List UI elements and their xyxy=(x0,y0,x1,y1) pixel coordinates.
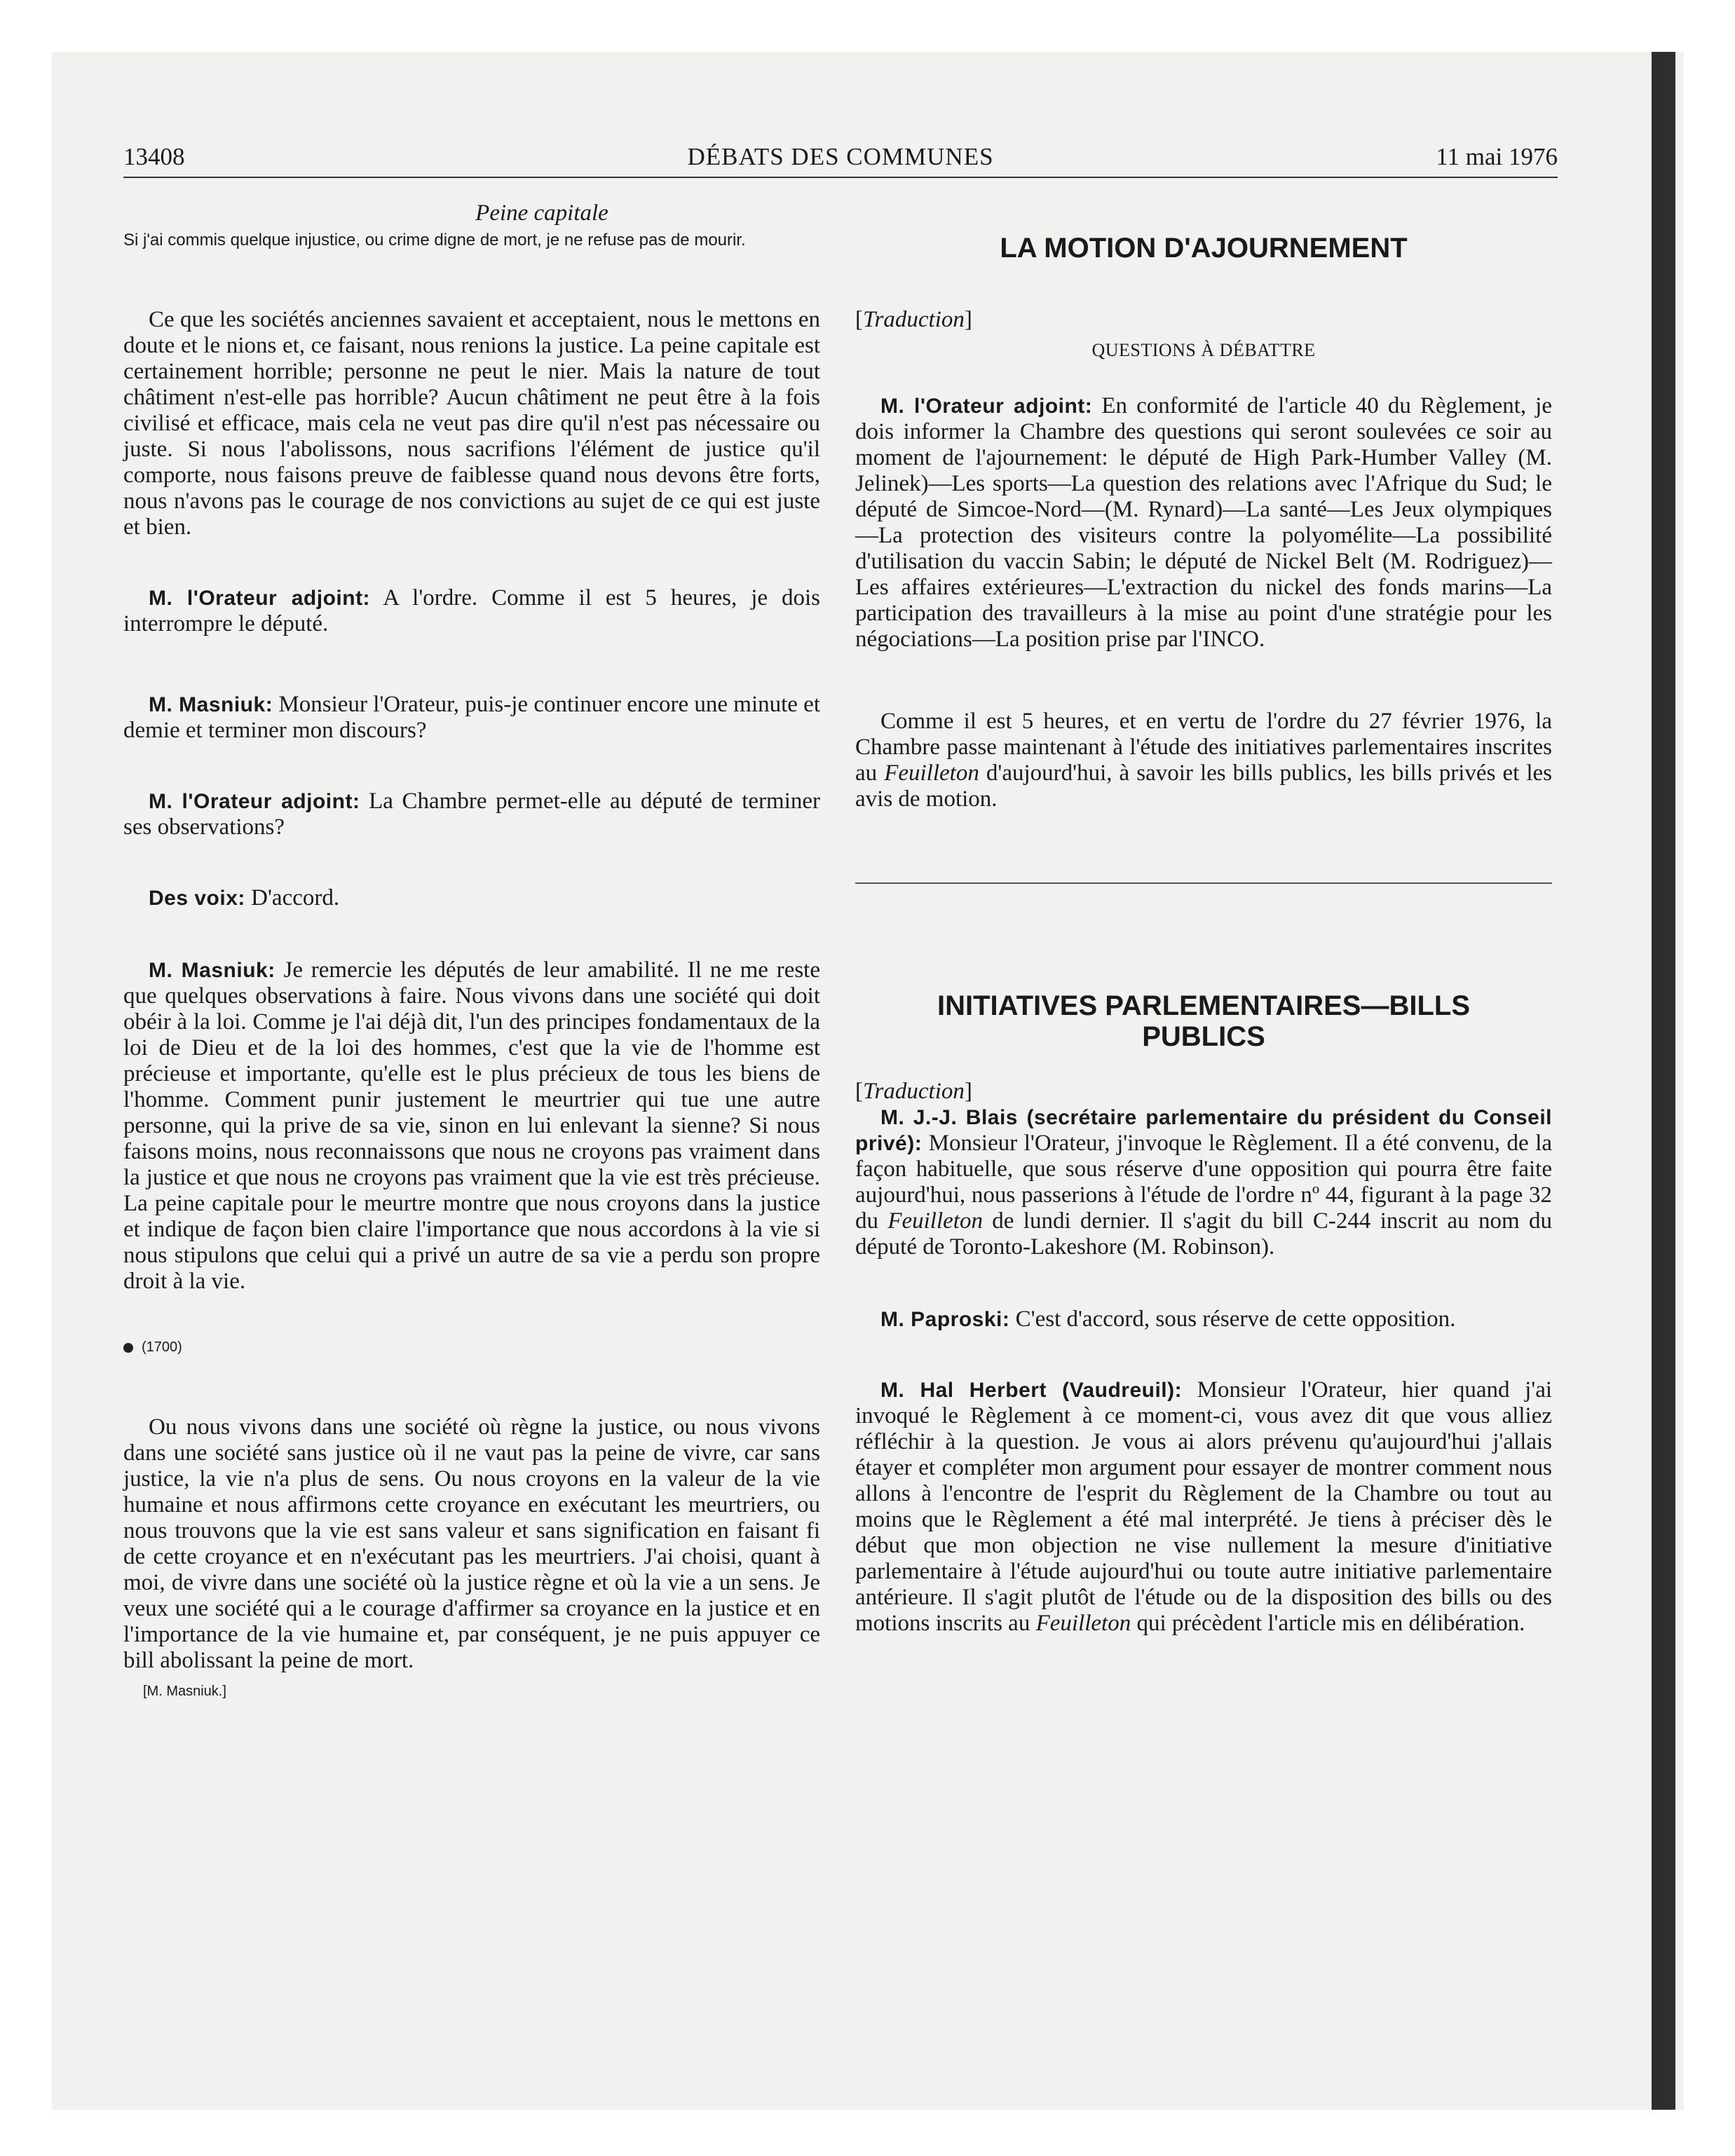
paragraph xyxy=(855,1306,1552,1332)
italic-run: Feuilleton xyxy=(887,1208,983,1234)
section-title: INITIATIVES PARLEMENTAIRES—BILLS PUBLICS xyxy=(937,990,1471,1052)
text-run: Monsieur l'Orateur, hier quand j'ai invoqué le Règlement à ce moment-ci, vous avez dit que vous alliez réfléchir à la question. Je vous ai alors prévenu qu'aujourd'hui j'allais étayer et compléter mon argument pour essayer de montrer comment nous allons à l'encontre de l'esprit du Règlement de la Chambre ou tout au moins que le Règlement a été mal interprété. Je tiens à préciser dès le début que mon objection ne vise nullement la mesure d'initiative parlementaire à l'étude aujourd'hui ou toute autre initiative parlementaire antérieure. Il s'agit plutôt de l'étude ou de la disposition des bills ou des motions inscrits au xyxy=(855,1377,1553,1636)
paragraph: Ce que les sociétés anciennes savaient et acceptaient, nous le mettons en doute et le nions et, ce faisant, nous renions la justice. La peine capitale est certainement horrible; personne ne peut le nier. Mais la nature de tout châtiment n'est-elle pas horrible? Aucun châtiment ne peut être à la fois civilisé et efficace, mais cela ne veut pas dire qu'il n'est pas nécessaire ou juste. Si nous l'abolissons, nous sacrifions l'élément de justice qu'il comporte, nous faisons preuve de faiblesse quand nous devons être forts, nous n'avons pas le courage de nos convictions au sujet de ce qui est juste et bien. xyxy=(123,307,820,540)
paragraph xyxy=(123,585,820,637)
paragraph xyxy=(123,692,820,744)
speaker-name: M. l'Orateur adjoint: xyxy=(149,587,371,610)
text-run: qui précèdent l'article mis en délibération. xyxy=(1131,1611,1525,1636)
speech-text: Je remercie les députés de leur amabilité. Il ne me reste que quelques observations à faire. Nous vivons dans une société qui doit obéir à la loi. Comme je l'ai déjà dit, l'un des principes fondamentaux de la loi de Dieu et de la loi des hommes, c'est que la vie de l'homme est précieuse et importante, qu'elle est le plus précieux de tous les biens de l'homme. Comment punir justement le meurtrier qui tue une autre personne, qui la prive de sa vie, sinon en lui enlevant la sienne? Si nous faisons moins, nous reconnaissons que nous ne croyons pas vraiment dans la justice et que nous ne croyons pas vraiment que la vie est très précieuse. La peine capitale pour le meurtre montre que nous croyons dans la justice et indique de façon bien claire l'importance que nous accordons à la vie si nous stipulons que celui qui a privé un autre de sa vie a perdu son propre droit à la vie. xyxy=(123,957,821,1294)
speech-text: La Chambre permet-elle au député de terminer ses observations? xyxy=(123,789,820,840)
speech-text: Monsieur l'Orateur, puis-je continuer encore une minute et demie et terminer mon discours? xyxy=(123,692,821,743)
time-marker xyxy=(123,1339,820,1356)
paragraph xyxy=(855,709,1552,812)
italic-run: Feuilleton xyxy=(884,760,979,786)
text-run: Comme il est 5 heures, et en vertu de l'ordre du 27 février 1976, la Chambre passe maintenant à l'étude des initiatives parlementaires inscrites au xyxy=(855,709,1552,786)
speaker-name: M. l'Orateur adjoint: xyxy=(149,790,360,813)
speaker-signature: [M. Masniuk.] xyxy=(143,1684,226,1699)
speech-text: A l'ordre. Comme il est 5 heures, je dois interrompre le député. xyxy=(123,585,820,636)
page-header xyxy=(123,142,1558,178)
issue-date: 11 mai 1976 xyxy=(1436,143,1558,170)
paragraph xyxy=(855,393,1552,653)
page-number: 13408 xyxy=(123,143,185,170)
speaker-name: M. Paproski: xyxy=(880,1308,1010,1331)
speaker-name: M. Hal Herbert (Vaudreuil): xyxy=(880,1379,1183,1402)
paragraph xyxy=(123,885,820,911)
speaker-name: M. l'Orateur adjoint: xyxy=(880,395,1093,418)
paragraph xyxy=(123,789,820,840)
epigraph-title: Peine capitale xyxy=(475,200,608,226)
italic-run: Feuilleton xyxy=(1035,1611,1131,1636)
translation-label: Traduction xyxy=(863,1079,965,1104)
subheading: QUESTIONS À DÉBATTRE xyxy=(1091,340,1316,360)
speech-text: C'est d'accord, sous réserve de cette opposition. xyxy=(1015,1306,1456,1332)
speaker-name: M. J.-J. Blais (secrétaire parlementaire du président du Conseil privé): xyxy=(855,1106,1552,1155)
left-column xyxy=(123,196,820,1700)
speaker-name: Des voix: xyxy=(149,887,245,910)
epigraph-text: Si j'ai commis quelque injustice, ou crime digne de mort, je ne refuse pas de mourir. xyxy=(123,231,746,250)
speech-text: D'accord. xyxy=(251,885,340,910)
paragraph: Ou nous vivons dans une société où règne la justice, ou nous vivons dans une société sans justice où il ne vaut pas la peine de vivre, car sans justice, la vie n'a plus de sens. Ou nous croyons en la valeur de la vie humaine et nous affirmons cette croyance en exécutant les meurtriers, ou nous trouvons que la vie est sans valeur et sans signification en faisant fi de cette croyance et en n'exécutant pas les meurtriers. J'ai choisi, quant à moi, de vivre dans une société où la justice règne et où la vie a un sens. Je veux une société qui a le courage d'affirmer sa croyance en la justice et en l'importance de la vie humaine et, par conséquent, je ne puis appuyer ce bill abolissant la peine de mort. xyxy=(123,1414,820,1673)
translation-label: Traduction xyxy=(863,307,965,332)
translation-note: [Traduction] xyxy=(855,1079,972,1104)
speaker-name: M. Masniuk: xyxy=(149,693,273,716)
section-divider xyxy=(855,882,1552,884)
paragraph xyxy=(855,1377,1552,1637)
speech-text: En conformité de l'article 40 du Règlement, je dois informer la Chambre des questions qui seront soulevées ce soir au moment de l'ajournement: le député de High Park-Humber Valley (M. Jelinek)—Les sports—La question des relations avec l'Afrique du Sud; le député de Simcoe-Nord—(M. Rynard)—La santé—Les Jeux olympiques—La protection des visiteurs contre la polyomélite—La possibilité d'utilisation du vaccin Sabin; le député de Nickel Belt (M. Rodriguez)—Les affaires extérieures—L'extraction du nickel des fonds marins—La participation des travailleurs à la mise au point d'une stratégie pour les négociations—La position prise par l'INCO. xyxy=(855,393,1552,652)
section-title: LA MOTION D'AJOURNEMENT xyxy=(1000,233,1408,264)
text-run: Monsieur l'Orateur, j'invoque le Règlement. Il a été convenu, de la façon habituelle, que sous réserve d'une opposition qui pourra être faite aujourd'hui, nous passerions à l'étude de l'ordre nº 44, figurant à la page 32 du xyxy=(855,1131,1553,1234)
right-column xyxy=(855,196,1552,1637)
scan-edge xyxy=(1652,52,1675,2110)
text-run: de lundi dernier. Il s'agit du bill C-244 inscrit au nom du député de Toronto-Lakeshore (M. Robinson). xyxy=(855,1208,1552,1260)
translation-note: [Traduction] xyxy=(855,307,972,332)
publication-title: DÉBATS DES COMMUNES xyxy=(687,143,994,170)
time-stamp: (1700) xyxy=(142,1339,182,1355)
speaker-name: M. Masniuk: xyxy=(149,959,275,982)
paragraph xyxy=(855,1105,1552,1260)
paragraph xyxy=(123,957,820,1295)
text-run: d'aujourd'hui, à savoir les bills publics, les bills privés et les avis de motion. xyxy=(855,760,1552,812)
bullet-icon xyxy=(123,1343,133,1353)
